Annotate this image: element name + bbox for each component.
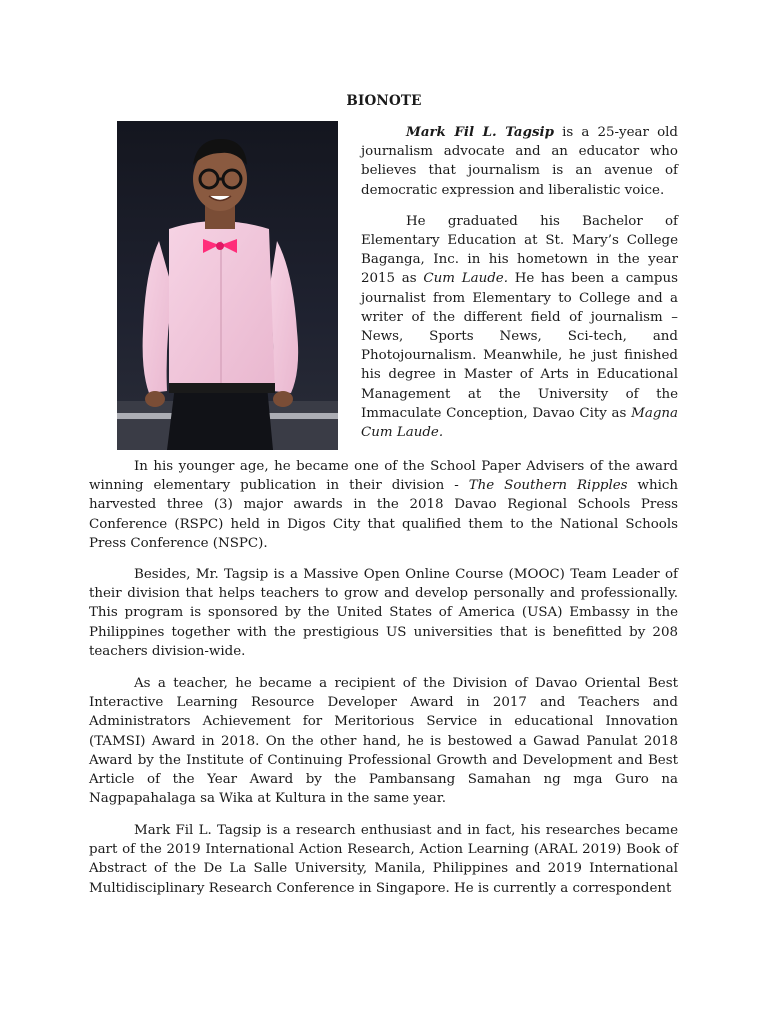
intro-paragraph-2 — [361, 212, 678, 442]
education-text-pre: He graduated his Bachelor of Elementary Education at St. Mary’s College Baganga, Inc. in his hometown in the year 2015 as — [361, 213, 678, 287]
author-name: Mark Fil L. Tagsip — [406, 124, 554, 140]
portrait-image — [117, 121, 338, 450]
education-text-mid: He has been a campus journalist from Elementary to College and a writer of the different field of journalism – News, Sports News, Sci-tech, and Photojournalism. Meanwhile, he just finished his degree in Master of Arts in Educational Management at the University of the Immaculate Conception, Davao City as — [361, 271, 678, 421]
intro-paragraph-1 — [361, 123, 678, 200]
body-paragraph-6 — [89, 821, 678, 898]
publication-name: The Southern Ripples — [468, 478, 628, 494]
paragraph-6-text: Mark Fil L. Tagsip is a research enthusiast and in fact, his researches became part of the 2019 International Action Research, Action Learning (ARAL 2019) Book of Abstract of the De La Salle University, Manila, Philippines and 2019 International Multidisciplinary Research Conference in Singapore. He is currently a correspondent — [89, 823, 678, 896]
magna-cum-laude-text: Magna Cum Laude. — [361, 405, 678, 441]
intro-text-1: is a 25-year old journalism advocate and an educator who believes that journalism is an avenue of democratic expression and liberalistic voice. — [361, 125, 678, 198]
paragraph-3-text — [89, 457, 678, 553]
body-paragraph-5 — [89, 674, 678, 808]
cum-laude-text: Cum Laude. — [423, 271, 508, 287]
page-title: BIONOTE — [346, 93, 422, 109]
paragraph-3-post: which harvested three (3) major awards in the 2018 Davao Regional Schools Press Conference (RSPC) held in Digos City that qualified them to the National Schools Press Conference (NSPC). — [89, 478, 679, 551]
author-photo — [117, 121, 338, 450]
paragraph-5-text: As a teacher, he became a recipient of the Division of Davao Oriental Best Interactive Learning Resource Developer Award in 2017 and Teachers and Administrators Achievement for Meritorious Service in educational Innovation (TAMSI) Award in 2018. On the other hand, he is bestowed a Gawad Panulat 2018 Award by the Institute of Continuing Professional Growth and Development and Best Article of the Year Award by the Pambansang Samahan ng mga Guro na Nagpapahalaga sa Wika at Kultura in the same year. — [89, 676, 678, 807]
paragraph-3-pre: In his younger age, he became one of the School Paper Advisers of the award winning elementary publication in their division - — [89, 459, 678, 494]
body-paragraph-4 — [89, 565, 678, 661]
body-paragraph-3 — [89, 457, 678, 553]
intro-column — [361, 123, 678, 454]
paragraph-4-text: Besides, Mr. Tagsip is a Massive Open Online Course (MOOC) Team Leader of their division that helps teachers to grow and develop personally and professionally. This program is sponsored by the United States of America (USA) Embassy in the Philippines together with the prestigious US universities that is benefitted by 208 teachers division-wide. — [89, 567, 678, 659]
